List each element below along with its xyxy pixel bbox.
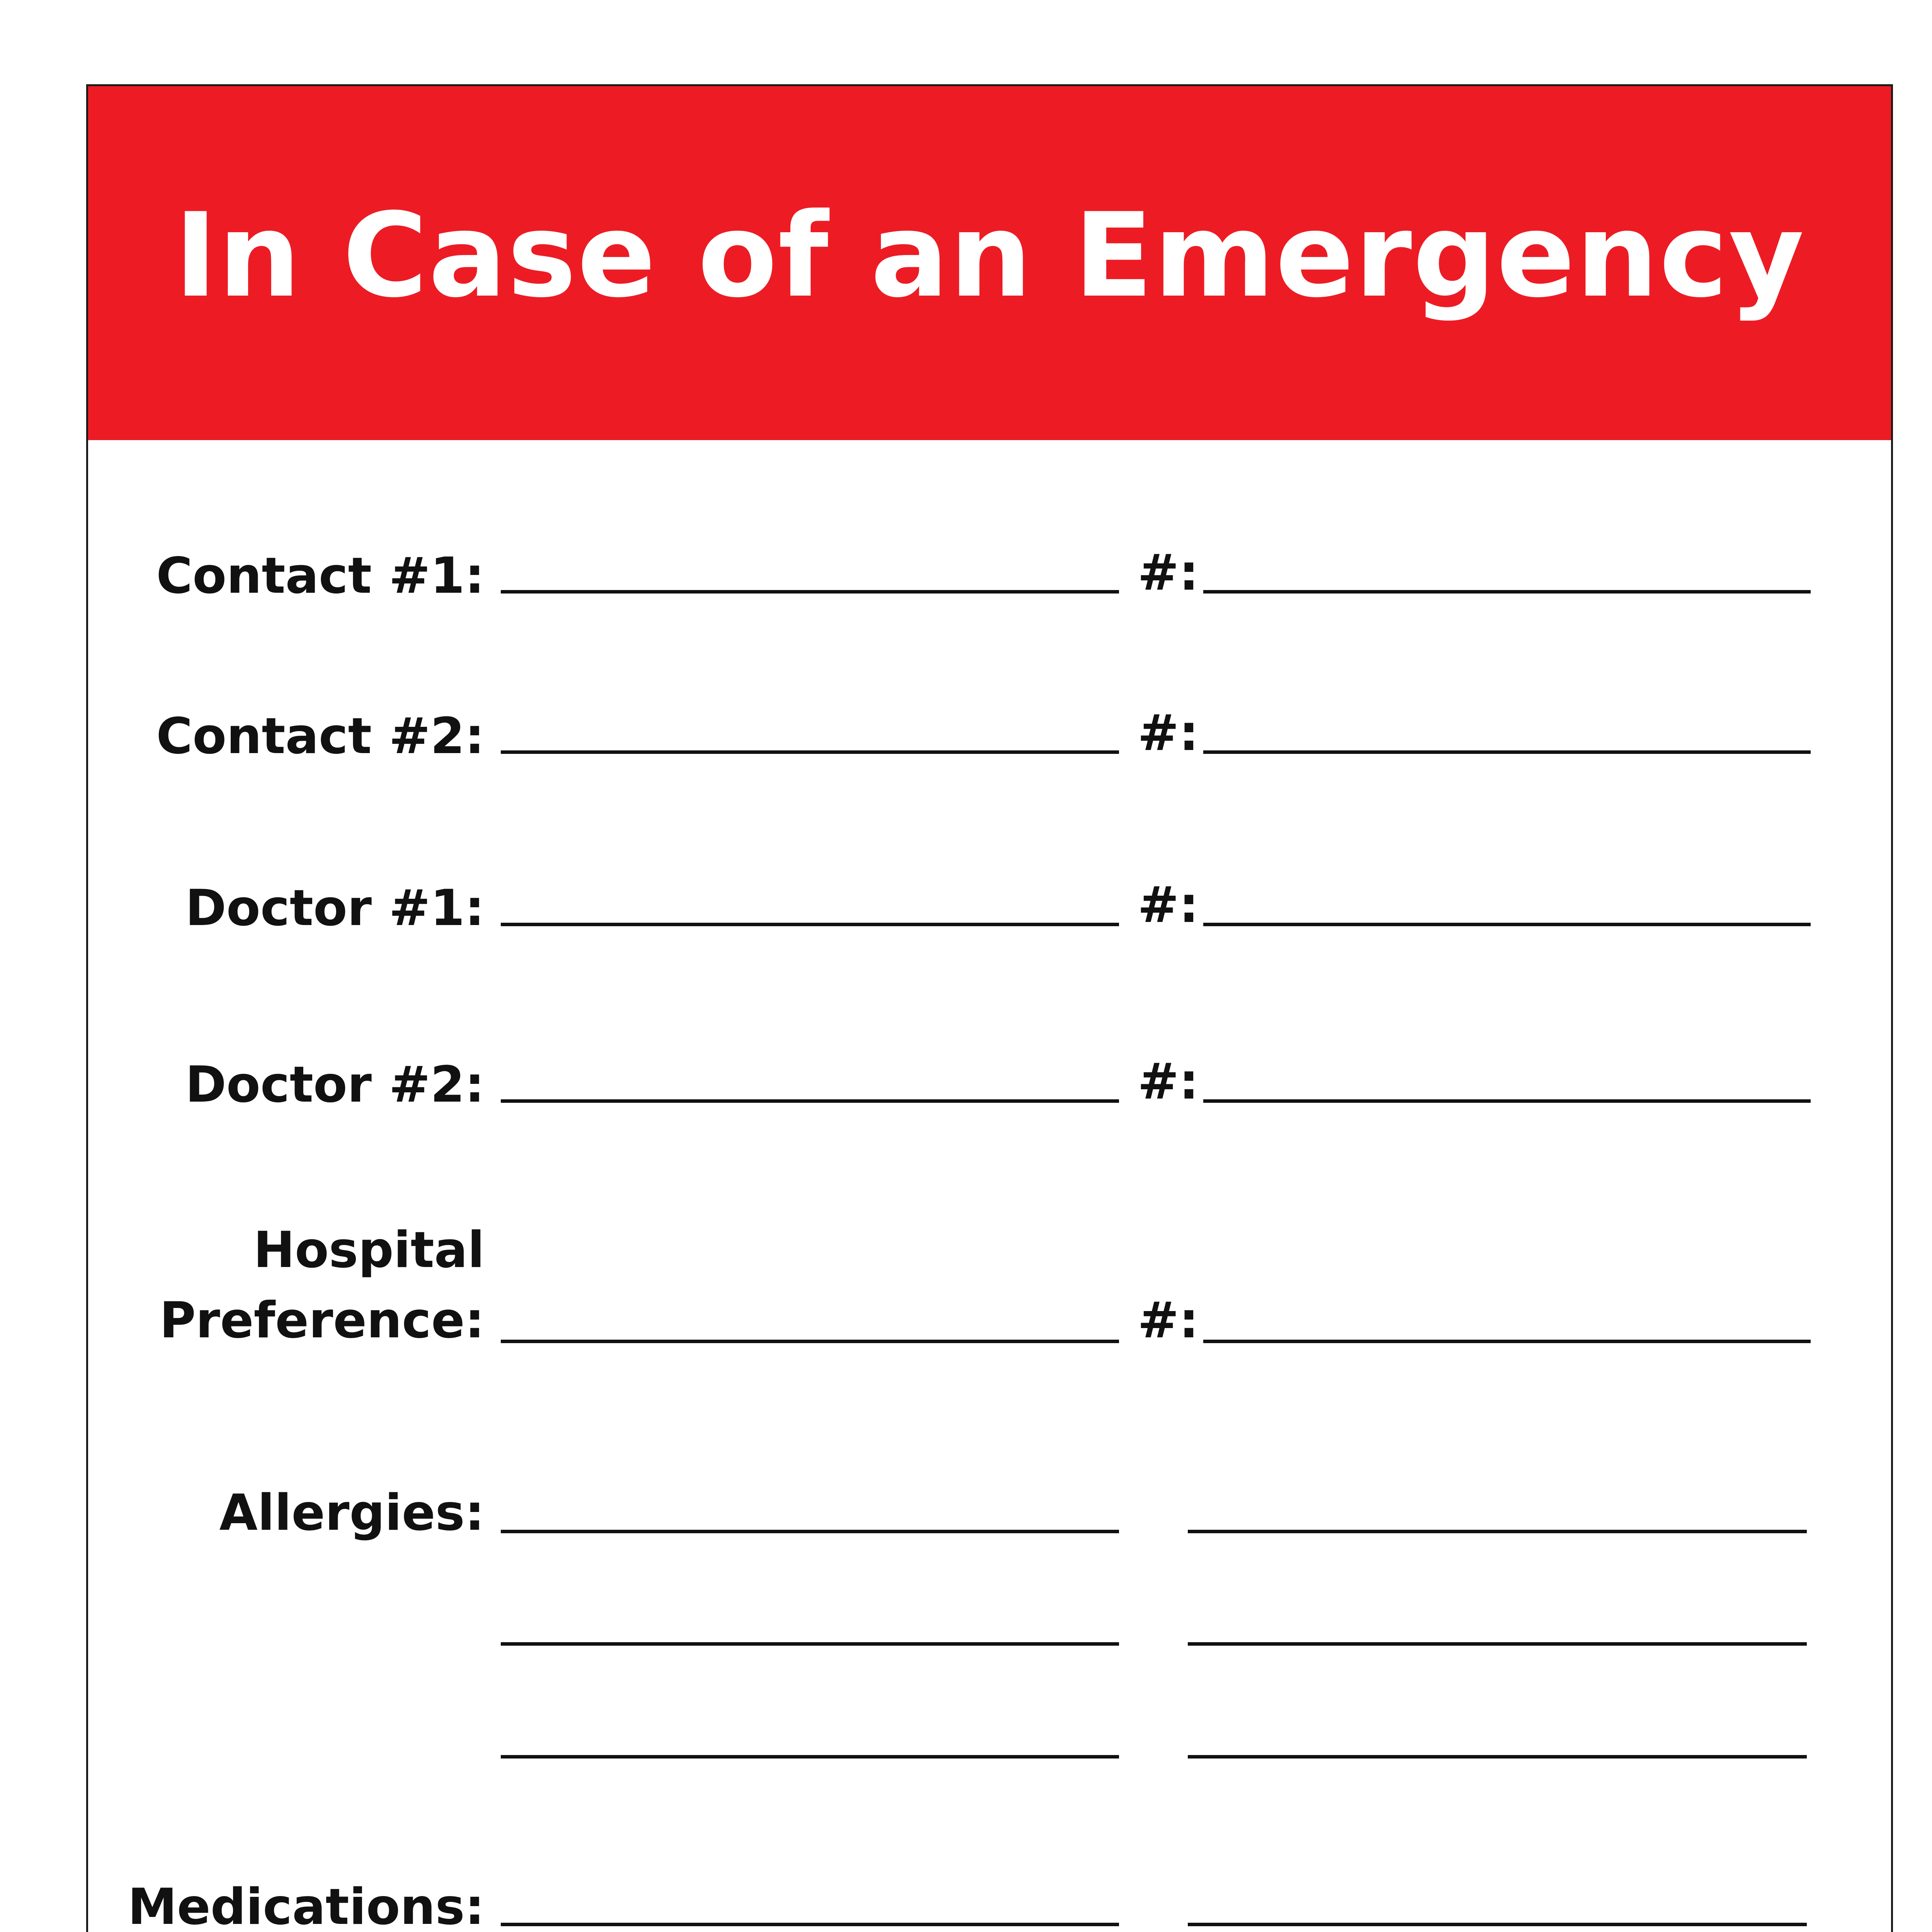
medications-label: Medications:: [128, 1878, 485, 1932]
contact-1-name-line[interactable]: [501, 590, 1119, 594]
allergies-line-left-3[interactable]: [501, 1755, 1119, 1759]
allergies-line-right-2[interactable]: [1188, 1642, 1807, 1646]
hospital-name-line[interactable]: [501, 1340, 1119, 1343]
page-title: In Case of an Emergency: [174, 188, 1805, 323]
hospital-phone-label: #:: [1138, 1292, 1199, 1349]
doctor-2-phone-line[interactable]: [1203, 1099, 1811, 1103]
doctor-1-phone-line[interactable]: [1203, 923, 1811, 926]
contact-2-phone-label: #:: [1138, 704, 1199, 762]
contact-1-phone-line[interactable]: [1203, 590, 1811, 594]
hospital-phone-line[interactable]: [1203, 1340, 1811, 1343]
doctor-2-label: Doctor #2:: [185, 1056, 485, 1114]
doctor-1-phone-label: #:: [1138, 876, 1199, 934]
contact-2-name-line[interactable]: [501, 750, 1119, 754]
contact-1-phone-label: #:: [1138, 544, 1199, 602]
emergency-form-sheet: [86, 84, 1893, 1932]
medications-line-right-1[interactable]: [1188, 1923, 1807, 1926]
hospital-label-line-2: Preference:: [159, 1292, 485, 1349]
medications-line-left-1[interactable]: [501, 1923, 1119, 1926]
allergies-line-left-1[interactable]: [501, 1530, 1119, 1533]
contact-2-phone-line[interactable]: [1203, 750, 1811, 754]
doctor-2-name-line[interactable]: [501, 1099, 1119, 1103]
allergies-line-right-1[interactable]: [1188, 1530, 1807, 1533]
hospital-label-line-1: Hospital: [253, 1221, 485, 1279]
allergies-label: Allergies:: [219, 1484, 485, 1542]
contact-1-label: Contact #1:: [156, 547, 485, 605]
allergies-line-left-2[interactable]: [501, 1642, 1119, 1646]
title-banner: [88, 86, 1891, 440]
contact-2-label: Contact #2:: [156, 707, 485, 765]
doctor-2-phone-label: #:: [1138, 1053, 1199, 1111]
doctor-1-label: Doctor #1:: [185, 879, 485, 937]
allergies-line-right-3[interactable]: [1188, 1755, 1807, 1759]
doctor-1-name-line[interactable]: [501, 923, 1119, 926]
